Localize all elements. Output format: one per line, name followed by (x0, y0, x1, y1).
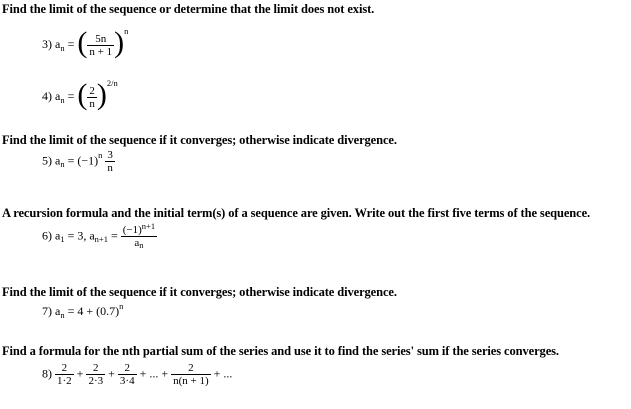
plus-sign: + (73, 366, 87, 381)
instruction-heading-limit: Find the limit of the sequence or determine that the limit does not exist. (2, 2, 375, 16)
instruction-heading-partial-sum: Find a formula for the nth partial sum of the series and use it to find the series' sum if the series converges. (2, 344, 559, 358)
problem-3 (42, 25, 129, 60)
problem-6-den-sub: n (139, 240, 144, 250)
problem-4-exponent: 2/n (106, 77, 118, 88)
term-3-numerator: 2 (118, 362, 137, 375)
problem-6-mid: = 3, a (64, 228, 95, 243)
problem-3-fraction (87, 33, 114, 58)
term-2-denominator: 2·3 (88, 375, 104, 387)
problem-6-subscript-2: n+1 (94, 234, 108, 245)
problem-5-label: 5) a (42, 153, 61, 168)
problem-6-equals: = (107, 228, 121, 243)
problem-7-rest: = 4 + (0.7) (64, 304, 120, 318)
problem-6-fraction (121, 221, 157, 250)
problem-8-term-2 (86, 362, 105, 387)
problem-6 (42, 221, 157, 250)
term-1-numerator: 2 (55, 362, 74, 375)
left-paren: ( (77, 26, 88, 59)
right-paren: ) (114, 26, 125, 59)
problem-6-numerator (121, 221, 157, 237)
instruction-heading-recursion: A recursion formula and the initial term(s) of a sequence are given. Write out the first five terms of the sequence. (2, 206, 591, 220)
plus-sign: + (105, 366, 118, 381)
problem-4-label: 4) a (42, 88, 61, 103)
problem-5-denominator: n (107, 162, 113, 174)
problem-3-exponent: n (124, 25, 129, 36)
problem-6-subscript-1: 1 (60, 234, 65, 245)
problem-7-label: 7) a (42, 304, 61, 318)
problem-5 (42, 149, 115, 174)
problem-6-denominator (121, 237, 157, 249)
problem-5-subscript: n (60, 159, 65, 170)
problem-6-num-base: (−1) (122, 224, 142, 236)
problem-5-equals: = (−1) (64, 153, 99, 168)
term-2-numerator: 2 (86, 362, 105, 375)
problem-4-fraction (87, 85, 97, 110)
problem-4-numerator: 2 (89, 84, 95, 97)
problem-4 (42, 77, 118, 112)
problem-8-term-1 (55, 362, 74, 387)
series-tail: + ... (210, 366, 233, 381)
problem-5-numerator: 3 (107, 149, 113, 161)
term-n-denominator: n(n + 1) (173, 375, 209, 387)
problem-4-subscript: n (60, 94, 65, 105)
problem-8-label: 8) (42, 366, 52, 381)
problem-3-numerator: 5n (87, 33, 114, 46)
problem-7 (42, 301, 124, 320)
problem-5-fraction (105, 149, 115, 174)
problem-3-equals: = (64, 36, 78, 51)
term-3-denominator: 3·4 (119, 375, 135, 387)
instruction-heading-converge-1: Find the limit of the sequence if it converges; otherwise indicate divergence. (2, 133, 397, 147)
problem-4-denominator: n (89, 97, 95, 110)
problem-6-label: 6) a (42, 228, 61, 243)
problem-6-den-base: a (134, 237, 140, 249)
problem-6-num-exp: n+1 (141, 221, 156, 231)
problem-3-subscript: n (60, 42, 65, 53)
left-paren: ( (77, 78, 88, 111)
problem-7-subscript: n (60, 310, 65, 320)
problem-8 (42, 362, 232, 387)
term-1-denominator: 1·2 (57, 375, 72, 387)
right-paren: ) (96, 78, 107, 111)
problem-3-label: 3) a (42, 36, 61, 51)
problem-8-term-3 (118, 362, 137, 387)
problem-8-term-n (171, 362, 211, 387)
problem-5-exponent: n (98, 150, 103, 161)
problem-4-equals: = (64, 88, 78, 103)
term-n-numerator: 2 (171, 362, 211, 375)
problem-7-exponent: n (119, 301, 124, 311)
problem-3-denominator: n + 1 (89, 45, 113, 58)
instruction-heading-converge-2: Find the limit of the sequence if it converges; otherwise indicate divergence. (2, 285, 397, 299)
series-dots: + ... + (136, 366, 172, 381)
